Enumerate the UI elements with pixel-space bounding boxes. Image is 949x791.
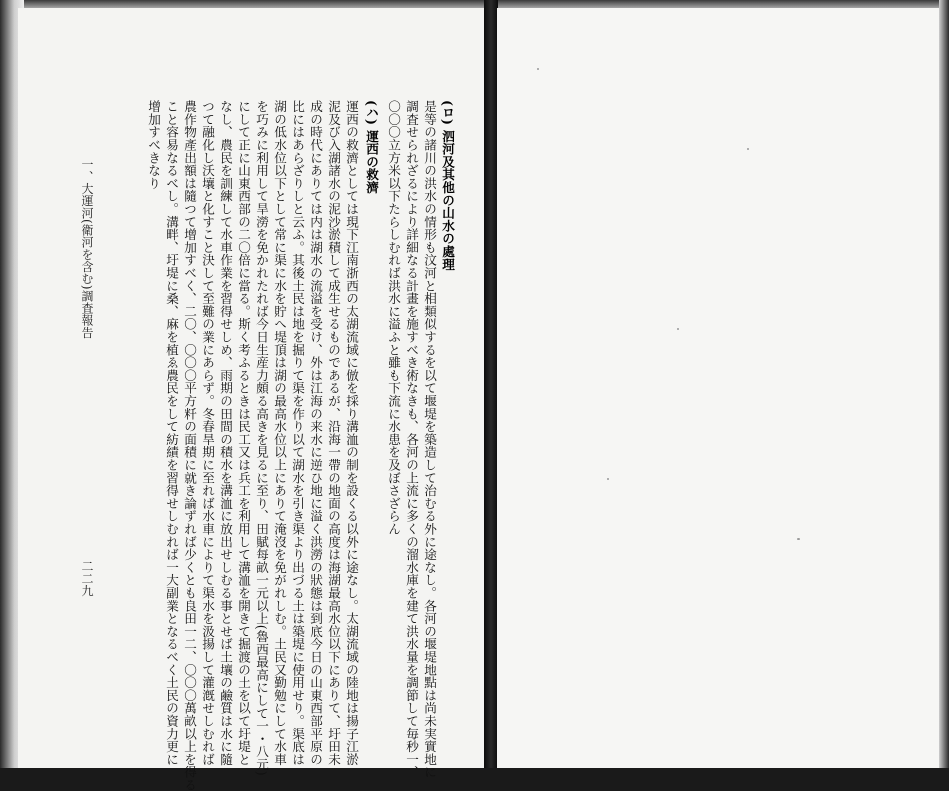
body-line-2: 泥及び入湖諸水の泥沙淤積して成生せるものであるが、沿海一帶の地面の高度は海湖最高水位以下にありて、圩田未 bbox=[326, 100, 341, 766]
body-line-4: 比にはあらざりしと云ふ。其後土民は地を掘りて渠を作り以て湖水を引き渠より出づる土は築堤に使用せり。渠底は bbox=[290, 100, 305, 766]
scan-speck bbox=[747, 148, 749, 150]
right-page-blank bbox=[497, 8, 949, 768]
body-line-1: 運西の救濟としては現下江南浙西の太湖流域に倣を採り溝洫の制を設くる以外に途なし。太湖流域の陸地は揚子江淤 bbox=[344, 100, 359, 766]
section-title: (ロ) 泗河及其他の山水の處理 bbox=[440, 100, 455, 271]
page-number: 二二九 bbox=[80, 560, 94, 597]
body-line-7: にして正に山東西部の二〇倍に當る。斯く考ふるときは民工又は兵工を利用して溝洫を開きて掘渡の土を以て圩堤と bbox=[236, 100, 251, 766]
body-line-11: こと容易なるべし。溝畔、圩堤に桑、麻を植ゑ農民をして紡績を習得せしむれば一大副業となるべく土民の資力更に bbox=[164, 100, 179, 766]
scan-speck bbox=[797, 538, 800, 540]
body-line-10: 農作物產出額は隨つて增加すべく、二〇、〇〇〇平方粁の面積に就き論ずれば少くとも良田一二、〇〇〇萬畝以上を得る bbox=[182, 100, 197, 791]
intro-line-1: 是等の諸川の洪水の情形も汶河と相類似するを以て堰堤を築造して治むる外に途なし。各河の堰堤地點は尚未実實地に bbox=[422, 100, 437, 779]
running-footer: 一、大運河(衛河を含む)調査報告 bbox=[80, 158, 94, 339]
body-line-6: を巧みに利用して旱澇を免かれたれば今日生産力頗る高きを見るに至り、田賦每畝一元以上(魯西最高にして一・八元) bbox=[254, 100, 269, 776]
left-page bbox=[18, 8, 490, 791]
body-line-3: 成の時代にありては内は湖水の流溢を受け、外は江海の来水に逆ひ地に溢く洪澇の狀態は到底今日の山東西部平原の bbox=[308, 100, 323, 766]
intro-line-2: 調査せられざるにより詳細なる計畫を施すべき術なきも、各河の上流に多くの溜水庫を建て洪水量を調節して毎秒一、 bbox=[404, 100, 419, 779]
scan-right-edge bbox=[939, 0, 949, 768]
body-line-5: 湖の低水位以下として常に渠に水を貯へ堤頂は湖の最高水位以上にありて淹沒を免がれしむ。土民又勤勉にして水車 bbox=[272, 100, 287, 766]
scan-speck bbox=[537, 68, 539, 70]
body-line-8: なし、農民を訓練して水車作業を習得せしめ、雨期の田間の積水を溝洫に放出せしむる事とせば土壤の鹼質は水に隨 bbox=[218, 100, 233, 766]
book-spine bbox=[484, 0, 498, 768]
subheading: (ハ) 運西の救濟 bbox=[364, 100, 379, 194]
scan-speck bbox=[607, 478, 609, 480]
scan-speck bbox=[677, 328, 679, 330]
body-line-12: 增加すべきなり bbox=[146, 100, 161, 190]
body-line-9: つて融化し沃壤と化すこと決して至難の業にあらず。冬春旱期に至れば水車によりて渠水を汲揚して灌漑せしむれば bbox=[200, 100, 215, 766]
intro-line-3: 〇〇〇立方米以下たらしむれば洪水に溢ふと雖も下流に水患を及ぼさざらん bbox=[386, 100, 401, 536]
